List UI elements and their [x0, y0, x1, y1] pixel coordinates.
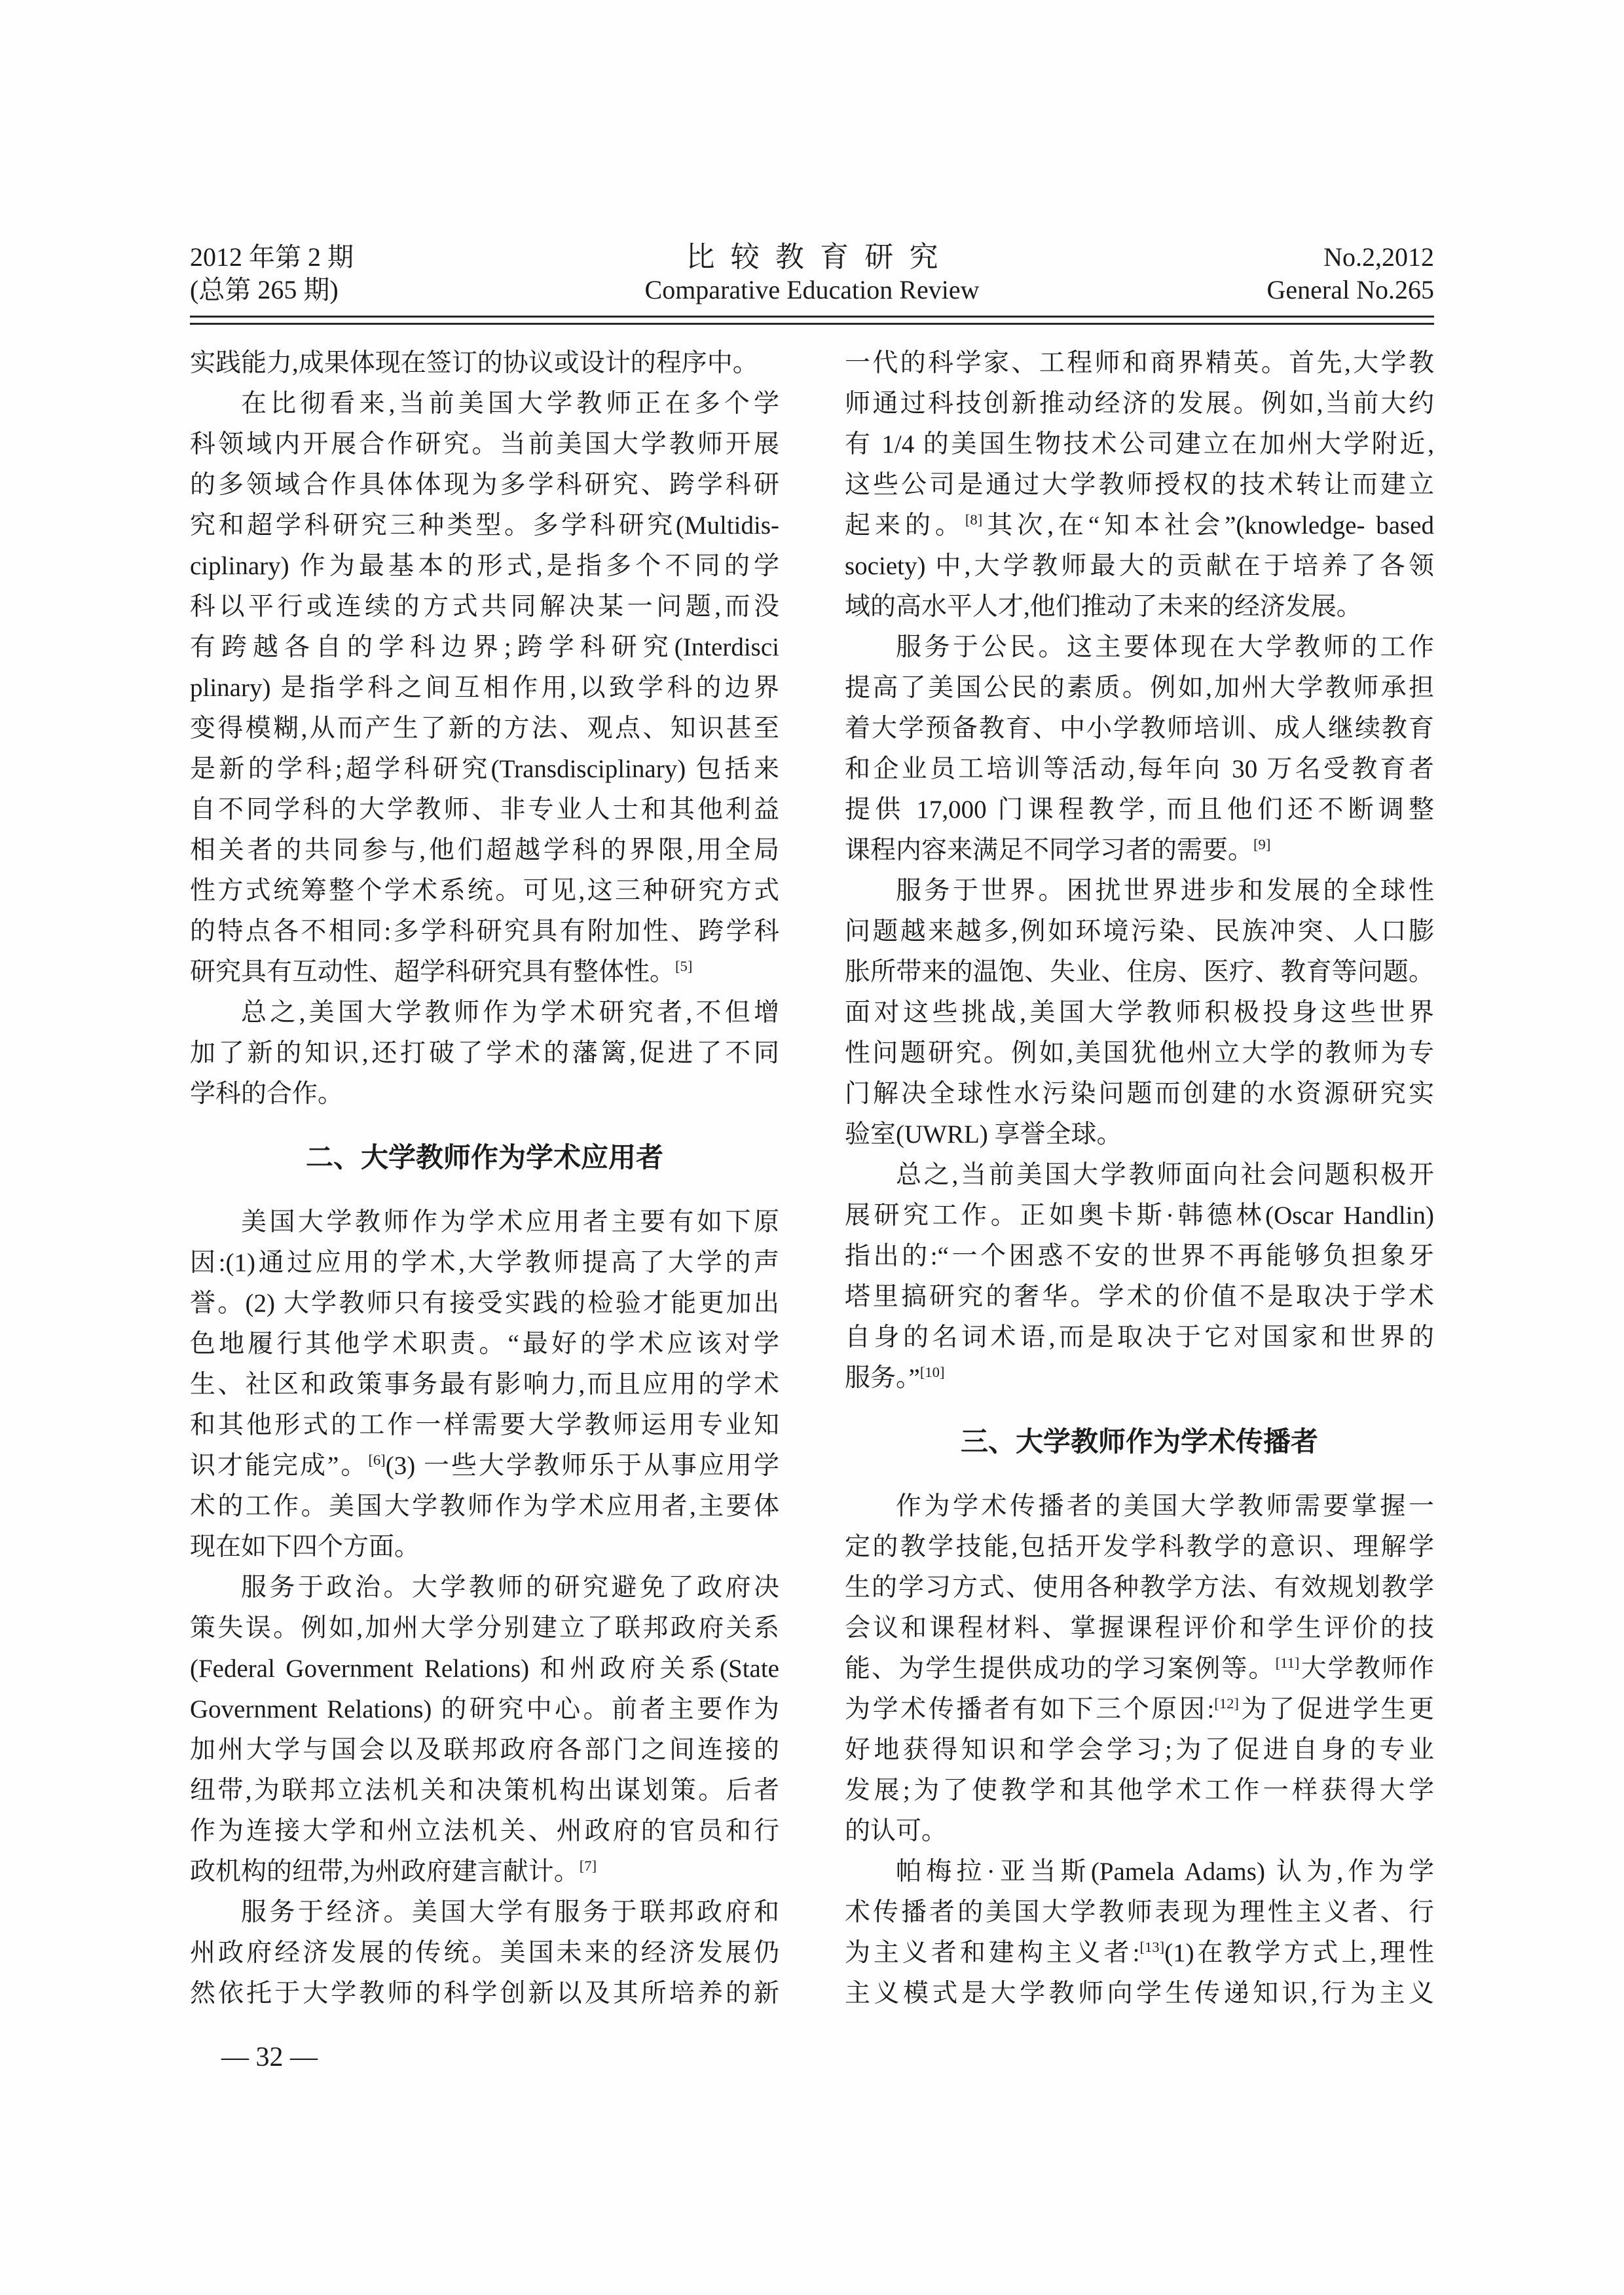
text-line: 会议和课程材料、掌握课程评价和学生评价的技: [845, 1614, 1434, 1642]
text-line: 作为学术传播者的美国大学教师需要掌握一: [896, 1492, 1434, 1520]
text-line: 服务。”[10]: [845, 1364, 945, 1392]
footnote-ref: [5]: [675, 958, 693, 974]
text-line: 然依托于大学教师的科学创新以及其所培养的新: [190, 1979, 779, 2008]
text-line: 美国大学教师作为学术应用者主要有如下原: [241, 1208, 779, 1236]
text-line: 为主义者和建构主义者:[13](1)在教学方式上,理性: [845, 1939, 1434, 1967]
text-line: 能、为学生提供成功的学习案例等。[11]大学教师作: [845, 1655, 1434, 1683]
issue-line-cn: 2012 年第 2 期: [190, 242, 354, 272]
footnote-ref: [11]: [1275, 1655, 1300, 1671]
text-line: 服务于公民。这主要体现在大学教师的工作: [896, 633, 1434, 661]
header-divider: [190, 316, 1434, 325]
text-line: 有跨越各自的学科边界;跨学科研究(Interdisci: [190, 633, 779, 661]
text-line: 术传播者的美国大学教师表现为理性主义者、行: [845, 1898, 1434, 1926]
text-line: 科以平行或连续的方式共同解决某一问题,而没: [190, 593, 779, 621]
footnote-ref: [12]: [1214, 1695, 1239, 1712]
text-line: 现在如下四个方面。: [190, 1533, 420, 1561]
text-line: 提供 17,000 门课程教学, 而且他们还不断调整: [845, 796, 1434, 824]
text-line: 加了新的知识,还打破了学术的藩篱,促进了不同: [190, 1039, 779, 1067]
text-line: 因:(1)通过应用的学术,大学教师提高了大学的声: [190, 1249, 779, 1277]
text-line: society) 中,大学教师最大的贡献在于培养了各领: [845, 552, 1434, 580]
text-line: 自身的名词术语,而是取决于它对国家和世界的: [845, 1323, 1434, 1351]
text-line: 在比彻看来,当前美国大学教师正在多个学: [241, 390, 779, 418]
text-line: 起来的。[8]其次,在“知本社会”(knowledge- based: [845, 511, 1434, 540]
text-line: 总之,美国大学教师作为学术研究者,不但增: [241, 999, 779, 1027]
text-line: 这些公司是通过大学教师授权的技术转让而建立: [845, 471, 1434, 499]
text-line: 面对这些挑战,美国大学教师积极投身这些世界: [845, 999, 1434, 1027]
text-line: 服务于政治。大学教师的研究避免了政府决: [241, 1573, 779, 1602]
text-line: 一代的科学家、工程师和商界精英。首先,大学教: [845, 349, 1434, 377]
text-line: plinary) 是指学科之间互相作用,以致学科的边界: [190, 674, 779, 702]
text-line: 是新的学科;超学科研究(Transdisciplinary) 包括来: [190, 755, 779, 783]
text-line: ciplinary) 作为最基本的形式,是指多个不同的学: [190, 552, 779, 580]
header-left-issue: [190, 241, 645, 306]
text-line: 域的高水平人才,他们推动了未来的经济发展。: [845, 593, 1362, 621]
issue-line-no: No.2,2012: [1323, 242, 1434, 272]
text-line: 课程内容来满足不同学习者的需要。[9]: [845, 836, 1271, 864]
text-line: 术的工作。美国大学教师作为学术应用者,主要体: [190, 1492, 779, 1520]
text-line: 发展;为了使教学和其他学术工作一样获得大学: [845, 1776, 1434, 1805]
text-line: 变得模糊,从而产生了新的方法、观点、知识甚至: [190, 714, 779, 743]
text-line: 作为连接大学和州立法机关、州政府的官员和行: [190, 1817, 779, 1845]
right-column: [845, 343, 1434, 2014]
text-line: 性问题研究。例如,美国犹他州立大学的教师为专: [845, 1039, 1434, 1067]
text-line: (Federal Government Relations) 和州政府关系(State: [190, 1655, 779, 1683]
text-line: 主义模式是大学教师向学生传递知识,行为主义: [845, 1979, 1434, 2008]
footnote-ref: [6]: [368, 1452, 386, 1468]
text-line: 色地履行其他学术职责。“最好的学术应该对学: [190, 1330, 779, 1358]
text-line: 塔里搞研究的奢华。学术的价值不是取决于学术: [845, 1283, 1434, 1311]
text-line: 为学术传播者有如下三个原因:[12]为了促进学生更: [845, 1695, 1434, 1723]
text-line: 策失误。例如,加州大学分别建立了联邦政府关系: [190, 1614, 779, 1642]
text-line: Government Relations) 的研究中心。前者主要作为: [190, 1695, 779, 1723]
section-heading: 三、大学教师作为学术传播者: [960, 1427, 1318, 1458]
page-number: — 32 —: [221, 2042, 318, 2072]
text-line: 的认可。: [845, 1817, 948, 1845]
text-line: 学科的合作。: [190, 1080, 344, 1108]
footnote-ref: [10]: [919, 1364, 945, 1380]
journal-title-en: Comparative Education Review: [644, 275, 980, 304]
text-line: 着大学预备教育、中小学教师培训、成人继续教育: [845, 714, 1434, 743]
journal-title-cn: 比较教育研究: [686, 241, 954, 273]
text-line: 识才能完成”。[6](3) 一些大学教师乐于从事应用学: [190, 1452, 779, 1480]
text-line: 政机构的纽带,为州政府建言献计。[7]: [190, 1858, 597, 1886]
text-line: 和其他形式的工作一样需要大学教师运用专业知: [190, 1411, 779, 1439]
text-line: 究和超学科研究三种类型。多学科研究(Multidis-: [190, 511, 779, 540]
text-line: 实践能力,成果体现在签订的协议或设计的程序中。: [190, 349, 758, 377]
text-line: 纽带,为联邦立法机关和决策机构出谋划策。后者: [190, 1776, 779, 1805]
text-line: 相关者的共同参与,他们超越学科的界限,用全局: [190, 836, 779, 864]
text-line: 帕梅拉·亚当斯(Pamela Adams) 认为,作为学: [896, 1858, 1434, 1886]
text-line: 验室(UWRL) 享誉全球。: [845, 1120, 1122, 1148]
footnote-ref: [9]: [1253, 836, 1271, 853]
article-body: [190, 343, 1434, 2014]
text-line: 誉。(2) 大学教师只有接受实践的检验才能更加出: [190, 1289, 779, 1317]
text-line: 加州大学与国会以及联邦政府各部门之间连接的: [190, 1736, 779, 1764]
text-line: 生、社区和政策事务最有影响力,而且应用的学术: [190, 1370, 779, 1399]
issue-line-general: General No.265: [1266, 275, 1434, 304]
text-line: 有 1/4 的美国生物技术公司建立在加州大学附近,: [845, 430, 1434, 458]
text-line: 州政府经济发展的传统。美国未来的经济发展仍: [190, 1939, 779, 1967]
text-line: 指出的:“一个困惑不安的世界不再能够负担象牙: [845, 1242, 1434, 1270]
text-line: 的特点各不相同:多学科研究具有附加性、跨学科: [190, 917, 779, 946]
footnote-ref: [8]: [965, 511, 983, 528]
text-line: 好地获得知识和学会学习;为了促进自身的专业: [845, 1736, 1434, 1764]
text-line: 胀所带来的温饱、失业、住房、医疗、教育等问题。: [845, 958, 1434, 986]
left-column: [190, 343, 779, 2014]
text-line: 展研究工作。正如奥卡斯·韩德林(Oscar Handlin): [845, 1202, 1434, 1230]
header-right-issue: [979, 241, 1434, 306]
text-line: 生的学习方式、使用各种教学方法、有效规划教学: [845, 1573, 1434, 1602]
text-line: 服务于经济。美国大学有服务于联邦政府和: [241, 1898, 779, 1926]
text-line: 性方式统筹整个学术系统。可见,这三种研究方式: [190, 877, 779, 905]
text-line: 服务于世界。困扰世界进步和发展的全球性: [896, 877, 1434, 905]
text-line: 的多领域合作具体体现为多学科研究、跨学科研: [190, 471, 779, 499]
text-line: 自不同学科的大学教师、非专业人士和其他利益: [190, 796, 779, 824]
text-line: 提高了美国公民的素质。例如,加州大学教师承担: [845, 674, 1434, 702]
journal-header: [190, 241, 1434, 306]
section-heading: 二、大学教师作为学术应用者: [305, 1143, 663, 1173]
page-footer: [190, 2042, 1434, 2073]
text-line: 师通过科技创新推动经济的发展。例如,当前大约: [845, 390, 1434, 418]
text-line: 科领域内开展合作研究。当前美国大学教师开展: [190, 430, 779, 458]
text-line: 定的教学技能,包括开发学科教学的意识、理解学: [845, 1533, 1434, 1561]
text-line: 和企业员工培训等活动,每年向 30 万名受教育者: [845, 755, 1434, 783]
text-line: 问题越来越多,例如环境污染、民族冲突、人口膨: [845, 917, 1434, 946]
footnote-ref: [13]: [1139, 1939, 1165, 1955]
header-journal-title: [645, 241, 980, 306]
text-line: 总之,当前美国大学教师面向社会问题积极开: [896, 1161, 1434, 1189]
text-line: 门解决全球性水污染问题而创建的水资源研究实: [845, 1080, 1434, 1108]
issue-line-total: (总第 265 期): [190, 275, 339, 304]
footnote-ref: [7]: [579, 1858, 597, 1874]
text-line: 研究具有互动性、超学科研究具有整体性。[5]: [190, 958, 693, 986]
